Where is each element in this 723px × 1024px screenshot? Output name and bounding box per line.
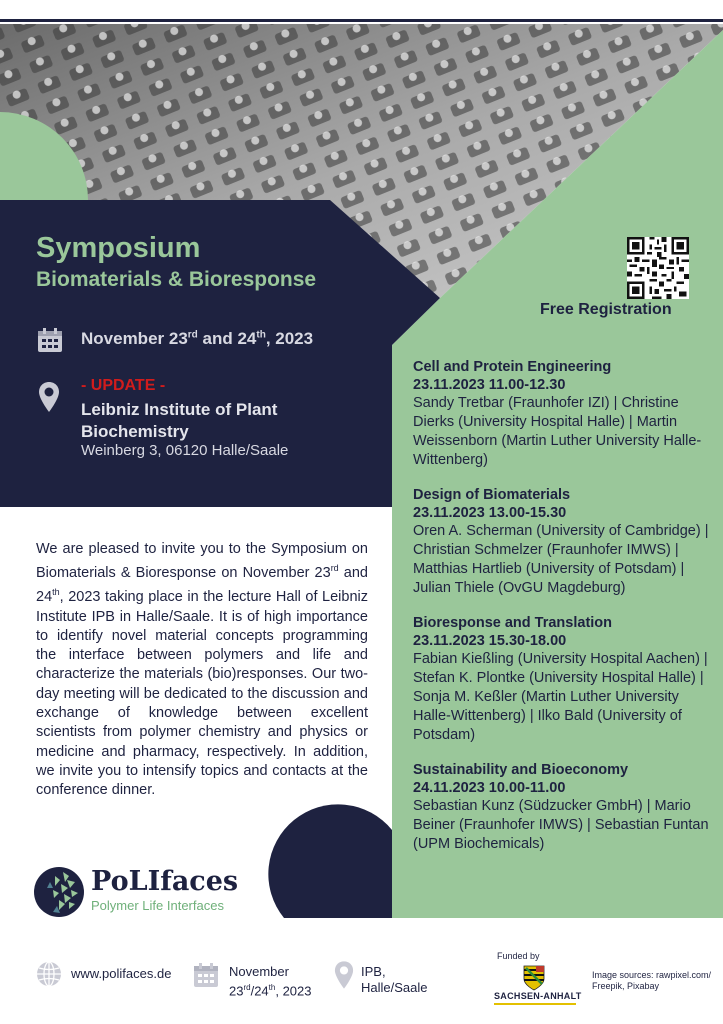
title-topic: Biomaterials & Bioresponse xyxy=(36,268,317,291)
free-registration[interactable]: Free Registration xyxy=(540,301,672,318)
logo-tagline: Polymer Life Interfaces xyxy=(91,898,224,913)
location-pin-icon xyxy=(38,381,60,413)
session-list xyxy=(413,358,713,870)
event-date: November 23rd and 24th, 2023 xyxy=(81,329,314,348)
session-item xyxy=(413,761,713,854)
top-bar xyxy=(0,0,723,22)
session-title: Cell and Protein Engineering xyxy=(413,359,612,375)
session-speakers: Sebastian Kunz (Südzucker GmbH) | Mario Beiner (Fraunhofer IMWS) | Sebastian Funtan (UPM Biochemicals) xyxy=(413,798,709,852)
session-time: 23.11.2023 13.00-15.30 xyxy=(413,505,567,521)
session-time: 23.11.2023 11.00-12.30 xyxy=(413,377,566,393)
title-symposium: Symposium xyxy=(36,232,201,264)
state-label: SACHSEN-ANHALT xyxy=(494,991,582,1001)
update-label: - UPDATE - xyxy=(81,377,166,394)
intro-paragraph: We are pleased to invite you to the Symposium on Biomaterials & Bioresponse on November 23rd and 24th, 2023 taking place in the lecture Hall of Leibniz Institute IPB in Halle/Saale. It is of high importance to identify novel material concepts programming the interface between polymers and life and characterize the materials (bio)responses. Our two-day meeting will be dedicated to the discussion and exchange of knowledge between excellent scientists from polymer chemistry and physics or medicine and pharmacy, respectively. In addition, we invite you to intensify topics and contacts at the conference dinner. xyxy=(36,541,368,799)
session-title: Sustainability and Bioeconomy xyxy=(413,762,629,778)
session-item xyxy=(413,486,713,598)
session-speakers: Fabian Kießling (University Hospital Aachen) | Stefan K. Plontke (University Hospital Halle) | Sonja M. Keßler (Martin Luther University Halle-Wittenberg) | Ilko Bald (University of Potsdam) xyxy=(413,651,708,743)
session-title: Bioresponse and Translation xyxy=(413,615,613,631)
session-time: 24.11.2023 10.00-11.00 xyxy=(413,780,566,796)
image-sources: Image sources: rawpixel.com/ Freepik, Pixabay xyxy=(592,970,712,991)
session-speakers: Sandy Tretbar (Fraunhofer IZI) | Christine Dierks (University Hospital Halle) | Martin Weissenborn (Martin Luther University Halle-Wittenberg) xyxy=(413,395,702,468)
qr-code-icon[interactable] xyxy=(627,237,689,299)
footer-date: November 23rd/24th, 2023 xyxy=(229,964,312,999)
session-title: Design of Biomaterials xyxy=(413,487,571,503)
location-pin-icon xyxy=(334,960,354,990)
state-underline xyxy=(494,1003,576,1005)
funded-by-label: Funded by xyxy=(497,951,540,961)
logo-name: PoLIfaces xyxy=(91,866,239,897)
session-speakers: Oren A. Scherman (University of Cambridge) | Christian Schmelzer (Fraunhofer IMWS) | Matthias Hartlieb (University of Potsdam) | Julian Thiele (OvGU Magdeburg) xyxy=(413,523,709,596)
session-item xyxy=(413,614,713,745)
footer-website[interactable]: www.polifaces.de xyxy=(71,966,172,981)
polifaces-logo-icon xyxy=(33,866,85,918)
venue-name: Leibniz Institute of Plant Biochemistry xyxy=(81,400,278,441)
session-item xyxy=(413,358,713,470)
session-time: 23.11.2023 15.30-18.00 xyxy=(413,633,567,649)
calendar-icon xyxy=(192,961,220,989)
globe-icon xyxy=(36,961,62,987)
calendar-icon xyxy=(36,326,64,354)
footer-place: IPB, Halle/Saale xyxy=(361,964,428,995)
coat-of-arms-icon xyxy=(523,965,545,991)
venue-address: Weinberg 3, 06120 Halle/Saale xyxy=(81,442,289,459)
